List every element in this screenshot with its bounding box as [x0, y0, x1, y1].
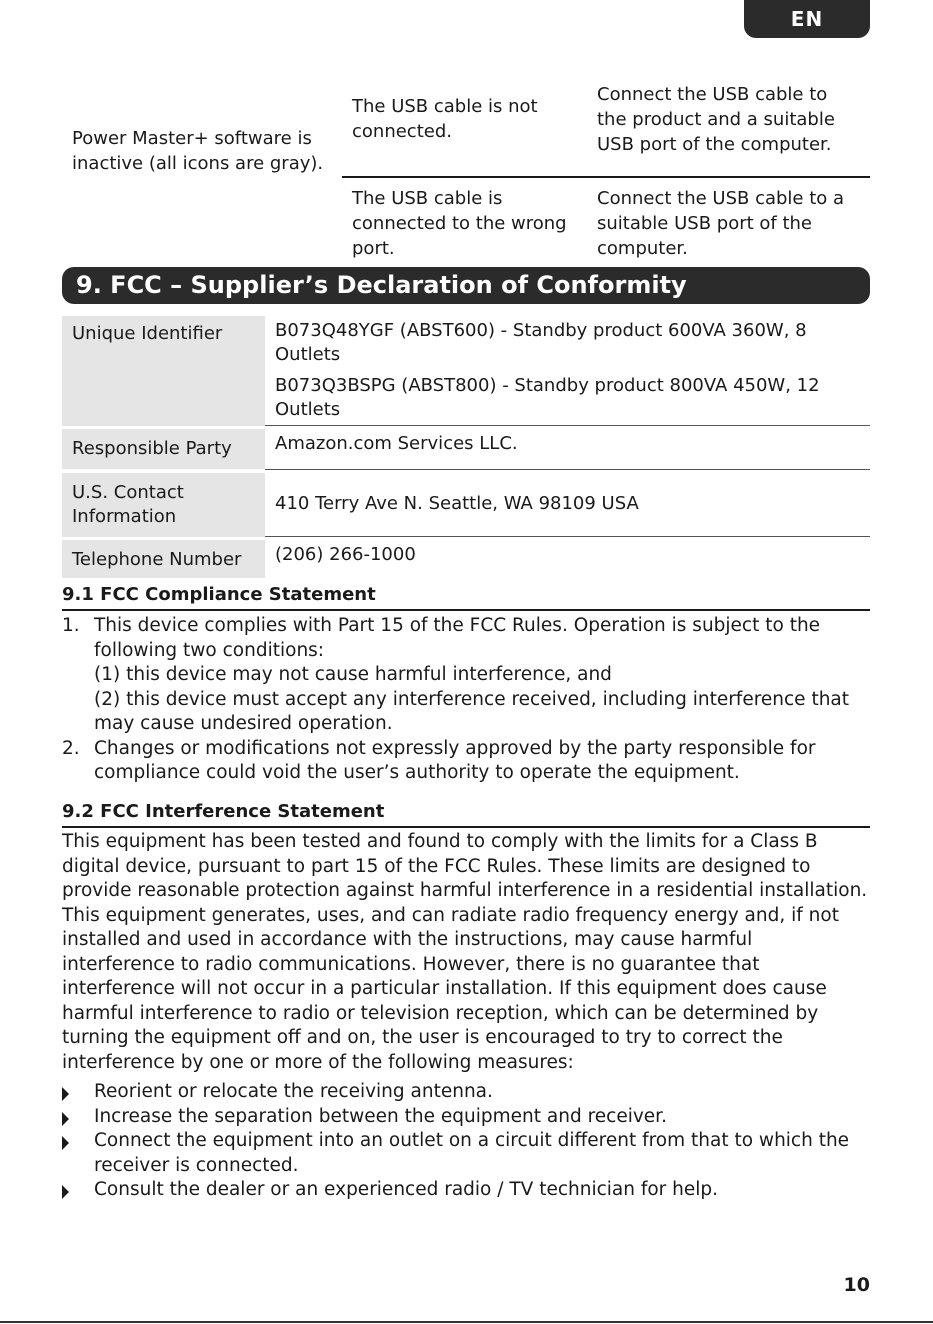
unique-identifier-value — [265, 316, 870, 426]
bullet-icon — [62, 1136, 69, 1150]
telephone-label: Telephone Number — [62, 540, 265, 578]
item-line: This device complies with Part 15 of the FCC Rules. Operation is subject to the following two conditions: — [94, 615, 821, 661]
interference-paragraph: This equipment has been tested and found to comply with the limits for a Class B digital device, pursuant to part 15 of the FCC Rules. These limits are designed to provide reasonable protection against harmful interference in a residential installation. This equipment generates, uses, and can radiate radio frequency energy and, if not installed and used in accordance with the instructions, may cause harmful interference to radio communications. However, there is no guarantee that interference will not occur in a particular installation. If this equipment does cause harmful interference to radio or television reception, which can be determined by turning the equipment off and on, the user is encouraged to try to correct the interference by one or more of the following measures: — [62, 831, 868, 1073]
table-row — [62, 540, 870, 578]
unique-identifier-label: Unique Identifier — [62, 316, 265, 426]
responsible-party-value: Amazon.com Services LLC. — [265, 429, 870, 469]
interference-heading: 9.2 FCC Interference Statement — [62, 800, 870, 828]
measure-text: Consult the dealer or an experienced radio / TV technician for help. — [94, 1179, 719, 1200]
item-line: Changes or modifications not expressly approved by the party responsible for compliance could void the user’s authority to operate the equipment. — [94, 737, 816, 783]
language-tab: EN — [744, 0, 870, 38]
responsible-party-label: Responsible Party — [62, 429, 265, 469]
section-title: 9. FCC – Supplier’s Declaration of Conformity — [62, 267, 870, 304]
item-number: 2. — [62, 737, 80, 759]
identifier-line: B073Q3BSPG (ABST800) - Standby product 800VA 450W, 12 Outlets — [275, 375, 820, 420]
compliance-list — [62, 614, 870, 786]
cause-cell: The USB cable is not connected. — [342, 78, 587, 177]
list-item — [62, 1129, 870, 1178]
telephone-value: (206) 266-1000 — [275, 544, 416, 565]
item-line: (2) this device must accept any interference received, including interference that may cause undesired operation. — [94, 688, 850, 734]
table-row — [62, 78, 870, 177]
measure-text: Reorient or relocate the receiving antenna. — [94, 1081, 493, 1102]
bullet-icon — [62, 1087, 69, 1101]
list-item — [62, 614, 870, 737]
troubleshooting-table — [62, 78, 870, 271]
identifier-line: B073Q48YGF (ABST600) - Standby product 600VA 360W, 8 Outlets — [275, 320, 807, 365]
bullet-icon — [62, 1185, 69, 1199]
table-row — [62, 316, 870, 426]
table-row — [62, 473, 870, 537]
page-number: 10 — [843, 1274, 870, 1296]
symptom-cell: Power Master+ software is inactive (all icons are gray). — [72, 128, 324, 174]
page-bottom-rule — [0, 1321, 933, 1323]
table-row — [62, 429, 870, 469]
sdoc-table — [62, 316, 870, 578]
item-number: 1. — [62, 615, 80, 636]
solution-cell: Connect the USB cable to the product and a suitable USB port of the computer. — [587, 78, 870, 177]
contact-value: 410 Terry Ave N. Seattle, WA 98109 USA — [265, 473, 870, 537]
list-item — [62, 737, 870, 786]
measure-text: Connect the equipment into an outlet on a circuit different from that to which the receiver is connected. — [94, 1130, 850, 1176]
list-item — [62, 1178, 870, 1203]
measure-text: Increase the separation between the equipment and receiver. — [94, 1105, 667, 1127]
list-item — [62, 1080, 870, 1105]
measures-list — [62, 1080, 870, 1203]
solution-cell: Connect the USB cable to a suitable USB port of the computer. — [597, 188, 845, 259]
compliance-heading: 9.1 FCC Compliance Statement — [62, 583, 870, 611]
bullet-icon — [62, 1112, 69, 1126]
contact-label: U.S. Contact Information — [62, 473, 265, 537]
item-line: (1) this device may not cause harmful interference, and — [94, 664, 612, 685]
list-item — [62, 1105, 870, 1130]
cause-cell: The USB cable is connected to the wrong port. — [352, 188, 567, 259]
